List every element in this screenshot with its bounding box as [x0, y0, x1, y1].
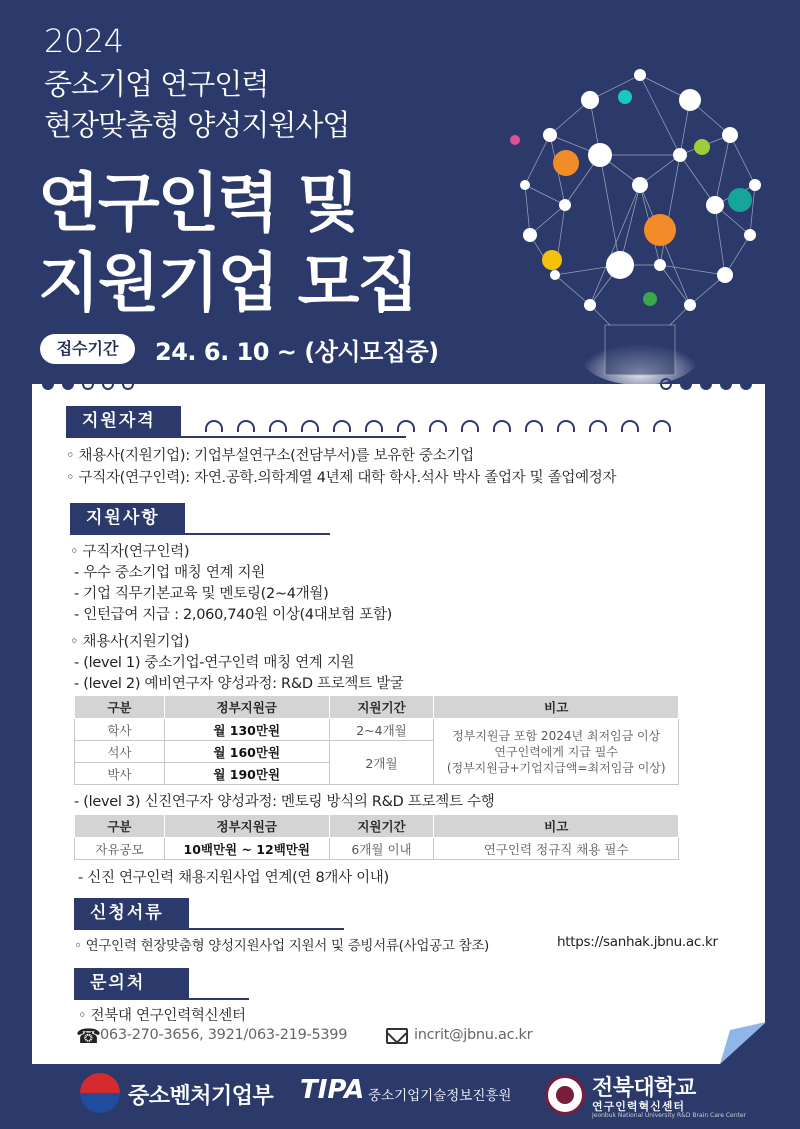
tipa-logo [300, 1075, 364, 1105]
documents-underline [74, 928, 344, 930]
company-title: ◦ 채용사(지원기업) [70, 634, 190, 650]
qualification-underline [66, 436, 406, 438]
degree-cell: 박사 [75, 763, 165, 785]
table-row [75, 838, 679, 860]
event-year: 2024 [44, 22, 124, 60]
degree-cell: 학사 [75, 719, 165, 741]
period-cell: 2~4개월 [329, 719, 434, 741]
degree-cell: 석사 [75, 741, 165, 763]
lightbulb-network-illustration [490, 55, 790, 385]
university-center-en: Jeonbuk National University R&D Brain Care Center [592, 1112, 747, 1119]
university-seal-icon [545, 1075, 585, 1115]
amount-cell: 월 160만원 [164, 741, 329, 763]
jobseeker-item: - 기업 직무기본교육 및 멘토링(2~4개월) [74, 586, 329, 602]
amount-cell: 월 130만원 [164, 719, 329, 741]
contact-underline [74, 998, 249, 1000]
ministry-emblem-icon [80, 1073, 120, 1113]
period-cell: 6개월 이내 [329, 838, 434, 860]
binder-rings [205, 420, 671, 432]
company-item: - (level 1) 중소기업-연구인력 매칭 연계 지원 [74, 655, 355, 671]
level3-support-table [74, 814, 679, 860]
table-header: 구분 [75, 815, 165, 838]
table-header: 정부지원금 [164, 696, 329, 719]
binder-dots-right [660, 378, 752, 390]
qualification-jobseeker: ◦ 구직자(연구인력): 자연.공학.의학계열 4년제 대학 학사.석사 박사 졸업자 및 졸업예정자 [66, 470, 617, 486]
note-line: 정부지원금 포함 2024년 최저임금 이상 [452, 728, 661, 743]
binder-dots-left [42, 378, 134, 390]
table-header: 지원기간 [329, 815, 434, 838]
level3-item: - (level 3) 신진연구자 양성과정: 멘토링 방식의 R&D 프로젝트 수행 [74, 794, 495, 810]
note-line: (정부지원금+기업지급액=최저임금 이상) [446, 760, 666, 775]
ministry-name: 중소벤처기업부 [128, 1084, 274, 1109]
note-cell [434, 719, 679, 785]
program-subtitle-line2: 현장맞춤형 양성지원사업 [44, 108, 350, 142]
contact-email-link[interactable]: incrit@jbnu.ac.kr [414, 1027, 533, 1043]
tipa-logo-text: TIPA [300, 1075, 365, 1105]
tipa-name: 중소기업기술정보진흥원 [368, 1088, 512, 1104]
table-header: 지원기간 [329, 696, 434, 719]
phone-icon: ☎ [76, 1024, 101, 1048]
headline-line2: 지원기업 모집 [38, 247, 418, 321]
mail-icon [386, 1028, 408, 1044]
university-center-name: 연구인력혁신센터 [592, 1100, 686, 1113]
program-subtitle-line1: 중소기업 연구인력 [44, 67, 269, 101]
amount-cell: 10백만원 ~ 12백만원 [164, 838, 329, 860]
headline-line1: 연구인력 및 [38, 167, 358, 241]
period-cell: 2개월 [329, 741, 434, 785]
documents-item: ◦ 연구인력 현장맞춤형 양성지원사업 지원서 및 증빙서류(사업공고 참조) [74, 938, 490, 954]
level2-support-table [74, 695, 679, 785]
support-heading: 지원사항 [70, 503, 185, 533]
jobseeker-item: - 우수 중소기업 매칭 연계 지원 [74, 565, 265, 581]
linked-program-note: - 신진 연구인력 채용지원사업 연계(연 8개사 이내) [78, 870, 389, 886]
qualification-heading: 지원자격 [66, 406, 181, 436]
jobseeker-item: - 인턴급여 지급 : 2,060,740원 이상(4대보험 포함) [74, 607, 393, 623]
company-item: - (level 2) 예비연구자 양성과정: R&D 프로젝트 발굴 [74, 676, 404, 692]
application-period-badge: 접수기간 [40, 334, 135, 364]
contact-phone: 063-270-3656, 3921/063-219-5399 [100, 1027, 348, 1043]
jobseeker-title: ◦ 구직자(연구인력) [70, 544, 190, 560]
type-cell: 자유공모 [75, 838, 165, 860]
documents-url-link[interactable]: https://sanhak.jbnu.ac.kr [557, 934, 718, 950]
table-row [75, 719, 679, 741]
application-period-value: 24. 6. 10 ~ (상시모집중) [155, 338, 439, 366]
note-line: 연구인력에게 지급 필수 [494, 744, 618, 759]
university-name: 전북대학교 [592, 1076, 696, 1101]
note-cell: 연구인력 정규직 채용 필수 [434, 838, 679, 860]
page-curl-corner [720, 1022, 766, 1064]
table-header: 비고 [434, 815, 679, 838]
support-underline [70, 533, 330, 535]
contact-heading: 문의처 [74, 968, 189, 998]
documents-heading: 신청서류 [74, 898, 189, 928]
amount-cell: 월 190만원 [164, 763, 329, 785]
contact-org: ◦ 전북대 연구인력혁신센터 [78, 1008, 246, 1024]
table-header: 정부지원금 [164, 815, 329, 838]
table-header: 구분 [75, 696, 165, 719]
qualification-company: ◦ 채용사(지원기업): 기업부설연구소(전담부서)를 보유한 중소기업 [66, 448, 474, 464]
table-header: 비고 [434, 696, 679, 719]
